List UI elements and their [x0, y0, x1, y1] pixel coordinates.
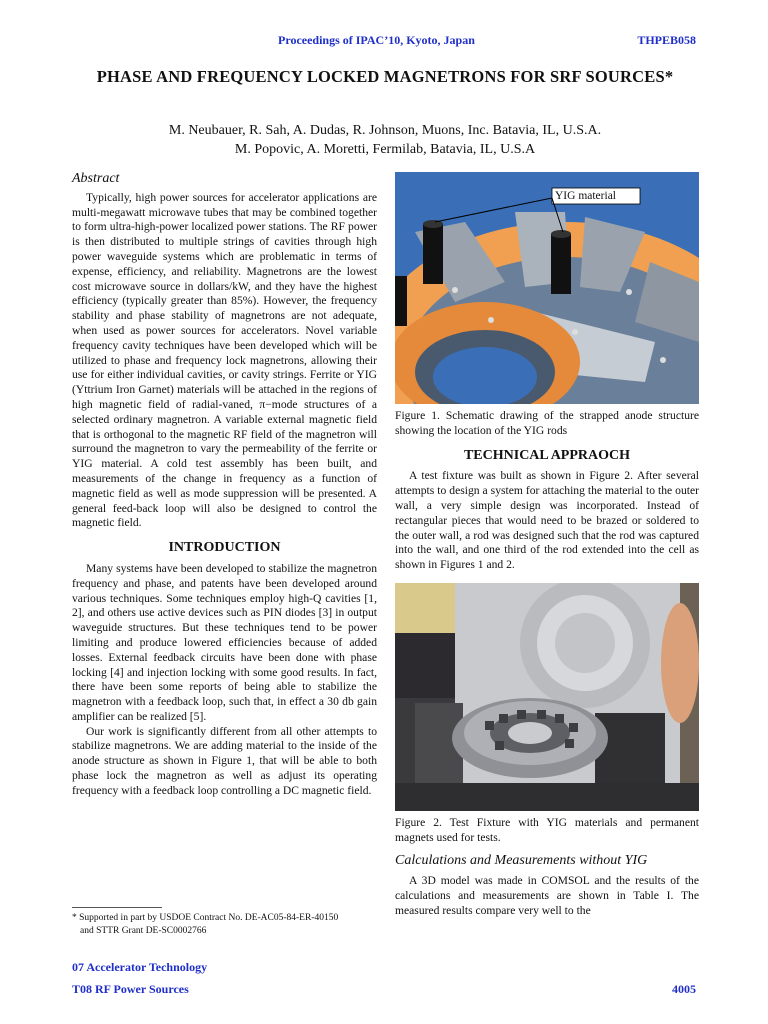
introduction-paragraph-1: Many systems have been developed to stabilize the magnetron frequency and phase, and patents have been developed around various techniques. Some techniques employ high-Q cavities [1, 2], and others use active devices such as PIN diodes [3] in output waveguide structures. But these techniques tend to be power limiting and produce lowered efficiencies because of added losses. External feedback circuits have been done with phase locking [4] and injection locking with some good results. In fact, there have been some reports of being able to stabilize the magnetron with a feedback loop, such that, in effect a 30 db gain amplifier can be realized [5]. — [72, 561, 377, 723]
figure-1-caption: Figure 1. Schematic drawing of the strapped anode structure showing the location of the YIG rods — [395, 409, 699, 437]
footer-track: 07 Accelerator Technology — [72, 960, 208, 974]
footnote-line-1: * Supported in part by USDOE Contract No. DE-AC05-84-ER-40150 — [72, 913, 339, 923]
technical-approach-text: A test fixture was built as shown in Figure 2. After several attempts to design a system for attaching the material to the outer wall, a very simple design was incorporated. Instead of rectangular pieces that would need to be brazed or soldered to the outer wall, a rod was designed such that the rod was captured into the wall, and one third of the rod extended into the cell as shown in Figures 1 and 2. — [395, 469, 699, 572]
calculations-text: A 3D model was made in COMSOL and the results of the calculations and measurements are shown in Table I. The measured results compare very well to the — [395, 874, 699, 917]
test-fixture-photo — [395, 583, 699, 811]
running-header-proceedings: Proceedings of IPAC’10, Kyoto, Japan — [278, 33, 475, 47]
figure-2-caption: Figure 2. Test Fixture with YIG materials and permanent magnets used for tests. — [395, 815, 699, 844]
figure-1-image — [395, 172, 699, 404]
calculations-heading: Calculations and Measurements without YIG — [395, 852, 648, 868]
footnote-rule — [72, 907, 162, 908]
figure-2-image — [395, 583, 699, 811]
technical-approach-heading: TECHNICAL APPRAOCH — [463, 447, 631, 463]
introduction-paragraph-2: Our work is significantly different from all other attempts to stabilize magnetrons. We are adding material to the inside of the anode structure as shown in Figure 1, that will be able to both phase lock the magnetron as well as adjust its operating frequency with a feedback loop controlling a DC magnetic field. — [72, 724, 377, 797]
introduction-heading: INTRODUCTION — [168, 540, 281, 556]
paper-title: PHASE AND FREQUENCY LOCKED MAGNETRONS FOR SRF SOURCES* — [96, 67, 674, 86]
right-column — [395, 172, 699, 919]
footnote — [72, 912, 382, 937]
footer-subtrack: T08 RF Power Sources — [72, 982, 189, 996]
author-line-1: M. Neubauer, R. Sah, A. Dudas, R. Johnson, Muons, Inc. Batavia, IL, U.S.A. — [168, 123, 602, 138]
anode-structure-drawing — [395, 172, 699, 404]
page-number: 4005 — [672, 982, 696, 996]
footnote-line-2: and STTR Grant DE-SC0002766 — [80, 925, 207, 936]
abstract-heading: Abstract — [72, 171, 120, 186]
yig-material-label: YIG material — [555, 190, 616, 202]
left-column — [72, 172, 377, 799]
running-header-paper-id: THPEB058 — [637, 33, 696, 47]
abstract-text: Typically, high power sources for accelerator applications are multi-megawatt microwave tubes that may be combined together to form ultra-high-power localized power stations. The RF power is then distributed to multiple strings of cavities through high power waveguide systems which are problematic in terms of expense, efficiency, and reliability. Magnetrons are the lowest cost microwave source in dollars/kW, and they have the highest efficiency (typically greater than 85%). However, the frequency stability and phase stability of magnetrons are not adequate, when used as power sources for accelerators. Novel variable frequency cavity techniques have been developed which will be utilized to phase and frequency lock magnetrons, allowing their use for either individual cavities, or cavity strings. Ferrite or YIG (Yttrium Iron Garnet) materials will be attached in the regions of high magnetic field of radial-vaned, π−mode structures of a selected ordinary magnetron. A variable external magnetic field that is orthogonal to the magnetic RF field of the magnetron will surround the magnetron to vary the permeability of the ferrite or YIG material. A cold test assembly has been built, and measurements of the change in frequency as a function of magnetic field as well as mode suppression will be presented. A general feed-back loop will also be designed to control the magnetic field. — [72, 190, 377, 530]
author-block — [100, 121, 670, 159]
author-line-2: M. Popovic, A. Moretti, Fermilab, Batavia, IL, U.S.A — [234, 142, 536, 157]
